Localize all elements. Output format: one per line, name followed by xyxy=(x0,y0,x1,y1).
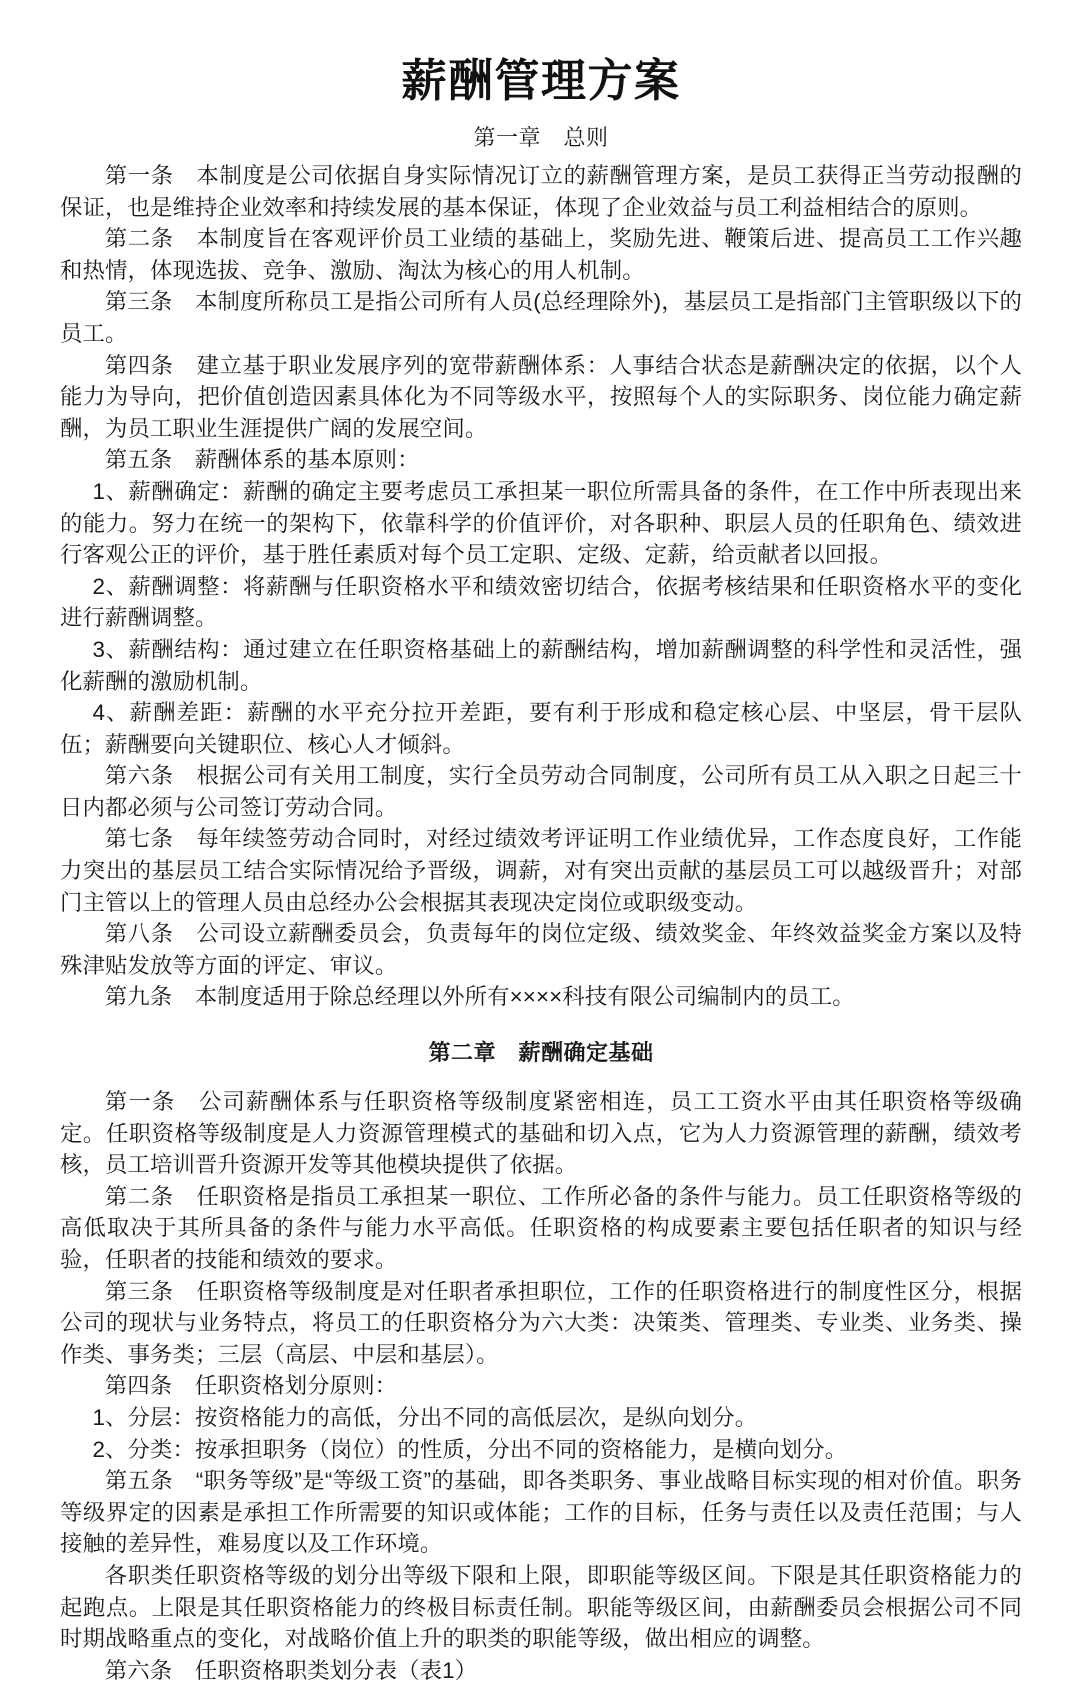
paragraph: 第六条 根据公司有关用工制度，实行全员劳动合同制度，公司所有员工从入职之日起三十日内都必须与公司签订劳动合同。 xyxy=(60,763,1022,820)
paragraph: 2、薪酬调整：将薪酬与任职资格水平和绩效密切结合，依据考核结果和任职资格水平的变化进行薪酬调整。 xyxy=(60,573,1022,631)
paragraph: 第五条 薪酬体系的基本原则： xyxy=(104,447,420,473)
paragraph: 第九条 本制度适用于除总经理以外所有××××科技有限公司编制内的员工。 xyxy=(104,984,855,1010)
chapter-heading-1: 第一章 总则 xyxy=(473,125,609,150)
paragraph: 第一条 本制度是公司依据自身实际情况订立的薪酬管理方案，是员工获得正当劳动报酬的保证，也是维持企业效率和持续发展的基本保证，体现了企业效益与员工利益相结合的原则。 xyxy=(60,163,1022,220)
paragraph: 第四条 建立基于职业发展序列的宽带薪酬体系：人事结合状态是薪酬决定的依据，以个人能力为导向，把价值创造因素具体化为不同等级水平，按照每个人的实际职务、岗位能力确定薪酬，为员工职业生涯提供广阔的发展空间。 xyxy=(60,352,1022,441)
paragraph: 第一条 公司薪酬体系与任职资格等级制度紧密相连，员工工资水平由其任职资格等级确定。任职资格等级制度是人力资源管理模式的基础和切入点，它为人力资源管理的薪酬，绩效考核，员工培训晋升资源开发等其他模块提供了依据。 xyxy=(60,1089,1022,1178)
paragraph: 2、分类：按承担职务（岗位）的性质，分出不同的资格能力，是横向划分。 xyxy=(92,1436,848,1462)
paragraph: 第三条 本制度所称员工是指公司所有人员(总经理除外)，基层员工是指部门主管职级以下的员工。 xyxy=(60,289,1022,346)
paragraph: 第五条 “职务等级”是“等级工资”的基础，即各类职务、事业战略目标实现的相对价值。职务等级界定的因素是承担工作所需要的知识或体能；工作的目标，任务与责任以及责任范围；与人接触的差异性，难易度以及工作环境。 xyxy=(60,1468,1022,1557)
paragraph: 各职类任职资格等级的划分出等级下限和上限，即职能等级区间。下限是其任职资格能力的起跑点。上限是其任职资格能力的终极目标责任制。职能等级区间，由薪酬委员会根据公司不同时期战略重点的变化，对战略价值上升的职类的职能等级，做出相应的调整。 xyxy=(60,1562,1022,1652)
paragraph: 第三条 任职资格等级制度是对任职者承担职位，工作的任职资格进行的制度性区分，根据公司的现状与业务特点，将员工的任职资格分为六大类：决策类、管理类、专业类、业务类、操作类、事务类；三层（高层、中层和基层）。 xyxy=(60,1278,1022,1367)
paragraph: 第六条 任职资格职类划分表（表1） xyxy=(104,1657,478,1683)
chapter-heading-2: 第二章 薪酬确定基础 xyxy=(428,1040,654,1066)
paragraph: 第八条 公司设立薪酬委员会，负责每年的岗位定级、绩效奖金、年终效益奖金方案以及特殊津贴发放等方面的评定、审议。 xyxy=(60,921,1022,978)
paragraph: 3、薪酬结构：通过建立在任职资格基础上的薪酬结构，增加薪酬调整的科学性和灵活性，强化薪酬的激励机制。 xyxy=(60,636,1022,694)
chapter-2-body xyxy=(60,1086,1022,1686)
paragraph: 1、分层：按资格能力的高低，分出不同的高低层次，是纵向划分。 xyxy=(92,1404,758,1430)
paragraph: 1、薪酬确定：薪酬的确定主要考虑员工承担某一职位所需具备的条件，在工作中所表现出来的能力。努力在统一的架构下，依靠科学的价值评价，对各职种、职层人员的任职角色、绩效进行客观公正的评价，基于胜任素质对每个员工定职、定级、定薪，给贡献者以回报。 xyxy=(60,478,1022,568)
paragraph: 第二条 任职资格是指员工承担某一职位、工作所必备的条件与能力。员工任职资格等级的高低取决于其所具备的条件与能力水平高低。任职资格的构成要素主要包括任职者的知识与经验，任职者的技能和绩效的要求。 xyxy=(60,1183,1022,1272)
paragraph: 第二条 本制度旨在客观评价员工业绩的基础上，奖励先进、鞭策后进、提高员工工作兴趣和热情，体现选拔、竞争、激励、淘汰为核心的用人机制。 xyxy=(60,226,1022,283)
page-title: 薪酬管理方案 xyxy=(401,55,681,106)
paragraph: 第四条 任职资格划分原则： xyxy=(104,1373,398,1399)
paragraph: 4、薪酬差距：薪酬的水平充分拉开差距，要有利于形成和稳定核心层、中坚层，骨干层队伍；薪酬要向关键职位、核心人才倾斜。 xyxy=(60,700,1022,757)
chapter-1-body xyxy=(60,160,1022,1013)
paragraph: 第七条 每年续签劳动合同时，对经过绩效考评证明工作业绩优异，工作态度良好，工作能力突出的基层员工结合实际情况给予晋级，调薪，对有突出贡献的基层员工可以越级晋升；对部门主管以上的管理人员由总经办公会根据其表现决定岗位或职级变动。 xyxy=(60,826,1022,915)
